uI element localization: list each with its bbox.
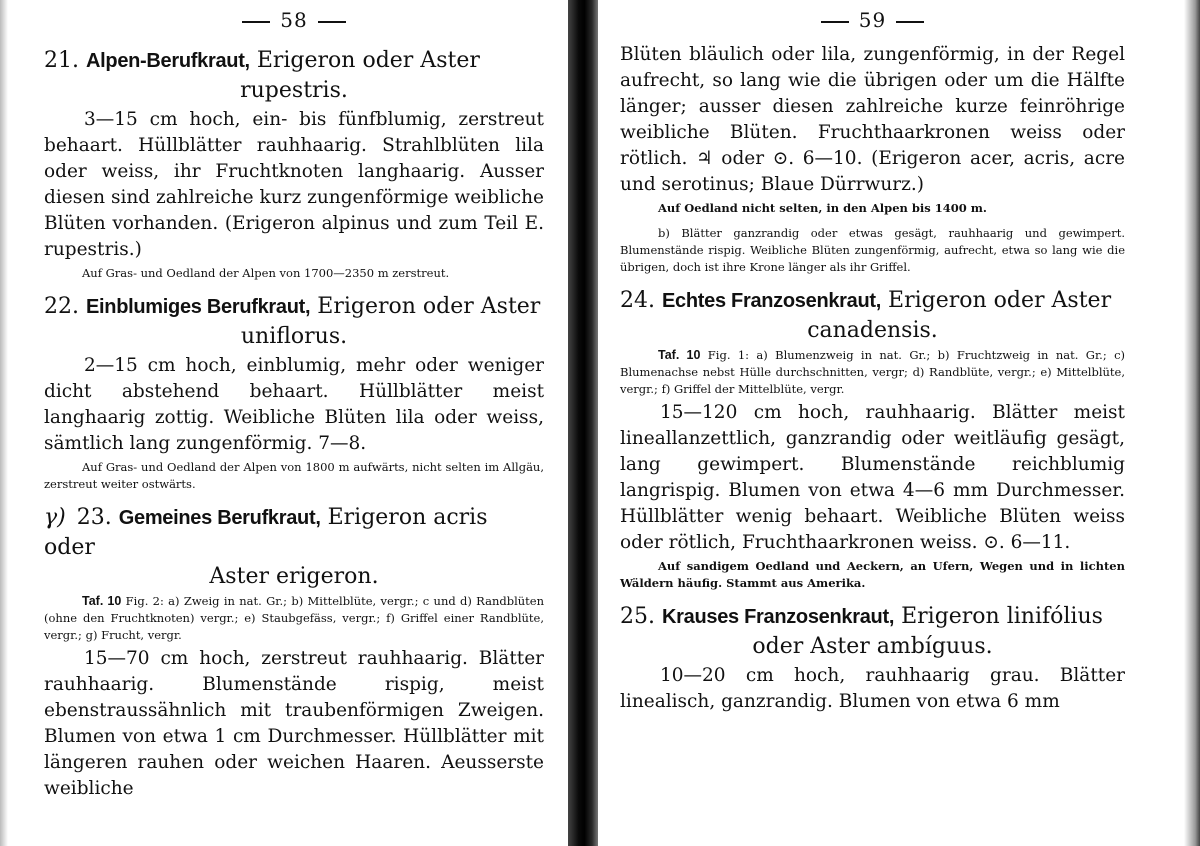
entry-description: 10—20 cm hoch, rauhhaarig grau. Blätter linealisch, ganzrandig. Blumen von etwa 6 mm (620, 665, 1125, 712)
latin-name-cont: Aster erigeron. (209, 564, 379, 589)
habitat-note: Auf Gras- und Oedland der Alpen von 1800 m aufwärts, nicht selten im Allgäu, zerstreut weiter ostwärts. (44, 460, 544, 491)
habitat-note: Auf sandigem Oedland und Aeckern, an Ufern, Wegen und in lichten Wäldern häufig. Stammt aus Amerika. (620, 559, 1125, 590)
latin-name-cont: canadensis. (807, 318, 938, 343)
entry-heading (620, 602, 1125, 661)
entry-number: 24. (620, 288, 655, 313)
entry-number: 25. (620, 604, 655, 629)
page-edge-right (1184, 0, 1200, 846)
continuation-text: Blüten bläulich oder lila, zungenförmig, in der Regel aufrecht, so lang wie die übrigen oder um die Hälfte länger; ausser diesen zahlreiche kurze feinröhrige weibliche Blüten. Fruchthaarkronen weiss oder rötlich. ♃ oder ⊙. 6—10. (Erigeron acer, acris, acre und serotinus; Blaue Dürrwurz.) (620, 44, 1125, 195)
entry-21 (44, 46, 544, 282)
german-name: Gemeines Berufkraut, (118, 507, 321, 529)
latin-name: Erigeron acris oder (44, 505, 488, 560)
entry-description: 15—120 cm hoch, rauhhaarig. Blätter meist lineallanzettlich, ganzrandig oder weitläufig gesägt, lang gewimpert. Blumenstände reichblumig langrispig. Blumen von etwa 4—6 mm Durchmesser. Hüllblätter wenig behaart. Weibliche Blüten weiss oder rötlich, Fruchthaarkronen weiss. ⊙. 6—11. (620, 402, 1125, 553)
entry-22 (44, 292, 544, 493)
german-name: Einblumiges Berufkraut, (86, 296, 311, 318)
page-edge-left (0, 0, 8, 846)
plate-reference (620, 347, 1125, 398)
entry-24 (620, 286, 1125, 592)
latin-name-cont: uniflorus. (240, 324, 348, 349)
page-number (44, 8, 544, 36)
plate-text: Fig. 1: a) Blumenzweig in nat. Gr.; b) Fruchtzweig in nat. Gr.; c) Blumenachse nebst Hülle durchschnitten, vergr; d) Randblüte, vergr.; e) Mittelblüte, vergr.; f) Griffel der Mittelblüte, vergr. (620, 348, 1126, 396)
entry-heading (620, 286, 1125, 345)
entry-23 (44, 503, 544, 802)
book-gutter (568, 0, 598, 846)
plate-label: Taf. 10 (658, 348, 701, 362)
latin-name-cont: oder Aster ambíguus. (752, 634, 993, 659)
plate-reference (44, 593, 544, 644)
entry-number: 22. (44, 294, 79, 319)
german-name: Krauses Franzosenkraut, (662, 606, 895, 628)
entry-number: 23. (76, 505, 112, 530)
page-number-text: 58 (280, 8, 308, 32)
entry-heading (44, 46, 544, 105)
latin-name: Erigeron oder Aster (256, 48, 480, 73)
latin-name: Erigeron linifólius (901, 604, 1103, 629)
right-page (620, 0, 1125, 846)
habitat-note: Auf Gras- und Oedland der Alpen von 1700—2350 m zerstreut. (82, 266, 450, 280)
entry-description: 15—70 cm hoch, zerstreut rauhhaarig. Blätter rauhhaarig. Blumenstände rispig, meist ebenstraussähnlich mit traubenförmigen Zweigen. Blumen von etwa 1 cm Durchmesser. Hüllblätter mit längeren rauhen oder weichen Haaren. Aeusserste weibliche (44, 648, 544, 799)
entry-heading (44, 292, 544, 351)
entry-heading (44, 503, 544, 591)
german-name: Echtes Franzosenkraut, (662, 290, 882, 312)
entry-25 (620, 602, 1125, 715)
entry-description: 2—15 cm hoch, einblumig, mehr oder weniger dicht abstehend behaart. Hüllblätter meist langhaarig zottig. Weibliche Blüten lila oder weiss, sämtlich lang zungenförmig. 7—8. (44, 355, 544, 454)
entry-description: 3—15 cm hoch, ein- bis fünfblumig, zerstreut behaart. Hüllblätter rauhhaarig. Strahlblüten lila oder weiss, ihr Fruchtknoten langhaarig. Ausser diesen sind zahlreiche kurz zungenförmige weibliche Blüten vorhanden. (Erigeron alpinus und zum Teil E. rupestris.) (44, 109, 544, 260)
plate-label: Taf. 10 (82, 594, 122, 608)
page-number-text: 59 (858, 8, 887, 32)
page-number (620, 8, 1125, 36)
group-marker: γ) (44, 505, 66, 530)
latin-name-cont: rupestris. (240, 78, 348, 103)
left-page (44, 0, 544, 846)
habitat-note: Auf Oedland nicht selten, in den Alpen bis 1400 m. (658, 201, 987, 215)
entry-number: 21. (44, 48, 79, 73)
latin-name: Erigeron oder Aster (317, 294, 541, 319)
german-name: Alpen-Berufkraut, (86, 50, 250, 72)
plate-text: Fig. 2: a) Zweig in nat. Gr.; b) Mittelblüte, vergr.; c und d) Randblüten (ohne den Fruchtknoten) vergr.; e) Staubgefäss, vergr.; f) Griffel einer Randblüte, vergr.; g) Frucht, vergr. (44, 594, 545, 642)
latin-name: Erigeron oder Aster (888, 288, 1112, 313)
variant-note: b) Blätter ganzrandig oder etwas gesägt, rauhhaarig und gewimpert. Blumenstände rispig. Weibliche Blüten zungenförmig, aufrecht, etwa so lang wie die übrigen, doch ist ihre Krone länger als ihr Griffel. (620, 226, 1125, 274)
